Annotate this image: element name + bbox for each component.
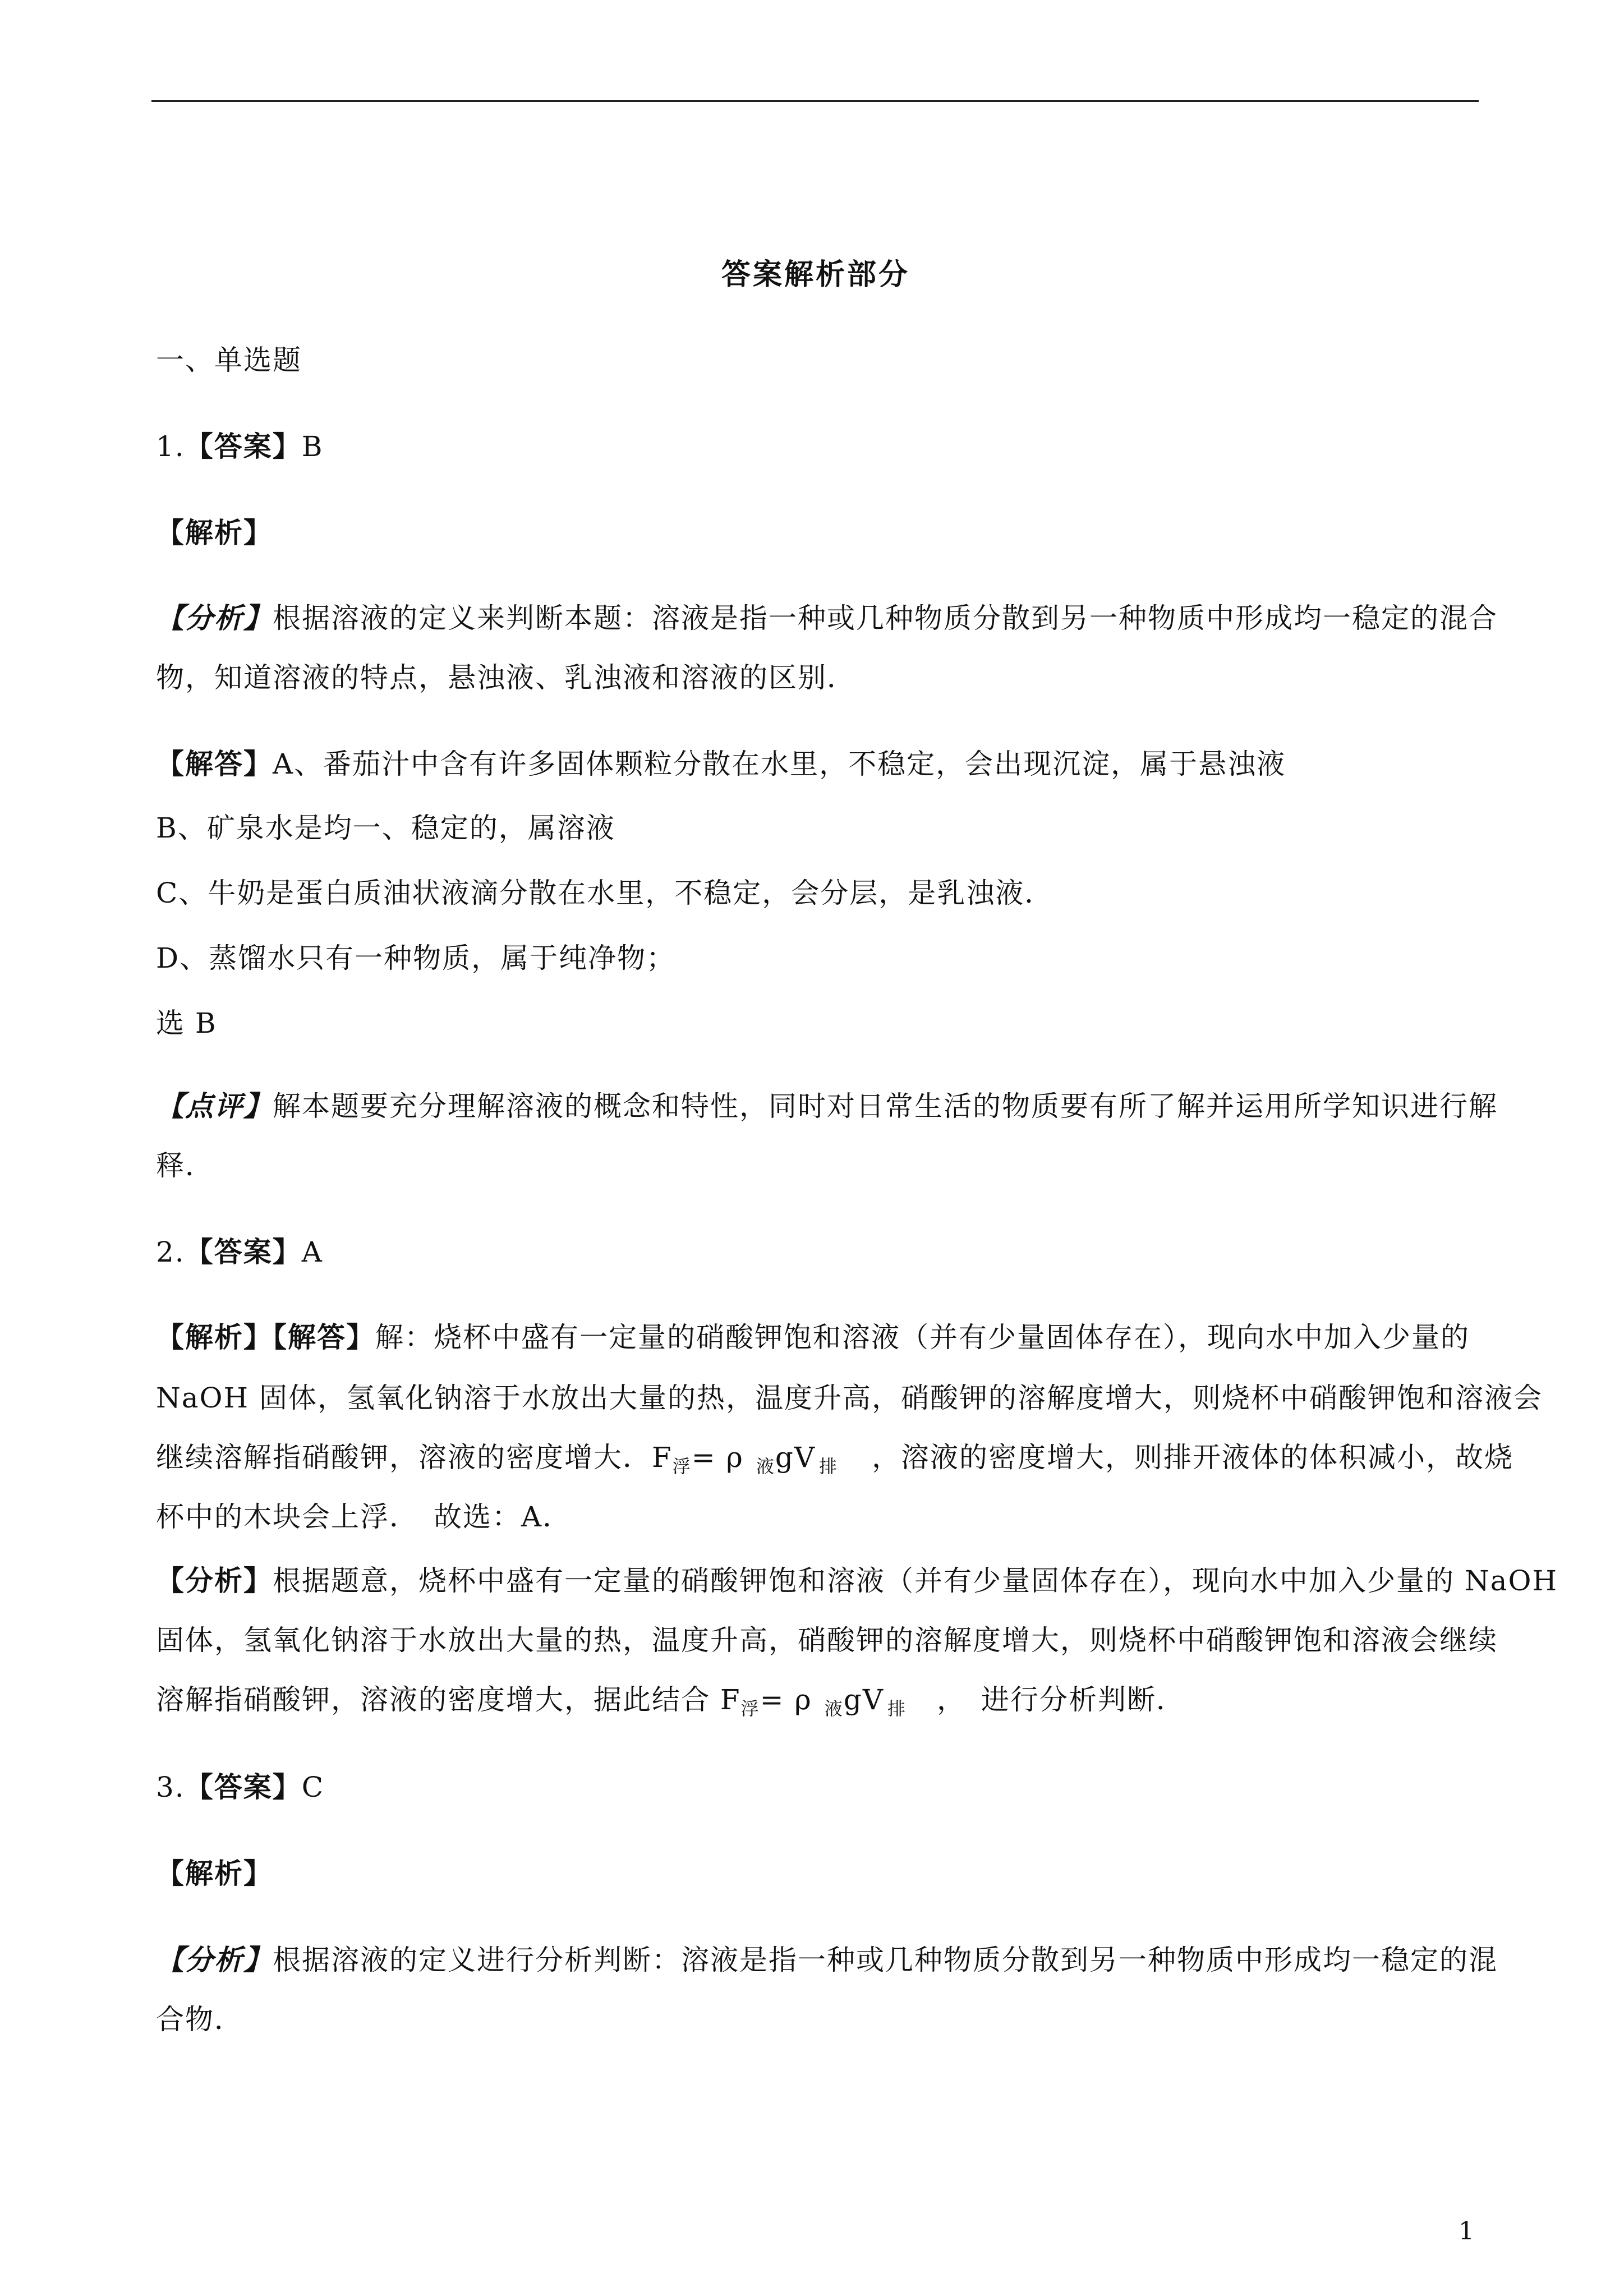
q1-dianping-label: 【点评】 — [156, 1089, 273, 1122]
q3-answer — [156, 1769, 1475, 1805]
q1-choice: 选 B — [156, 1007, 217, 1039]
q2-number: 2. — [156, 1236, 185, 1268]
q1-answer — [156, 429, 1475, 464]
q1-jieda-a — [156, 746, 1475, 782]
q2-fenxi-after: ， 进行分析判断． — [936, 1683, 1185, 1716]
q1-jieda-d: D、蒸馏水只有一种物质，属于纯净物； — [156, 942, 676, 974]
q1-jieda-label: 【解答】 — [156, 747, 273, 780]
q2-formula-sub-fu: 浮 — [672, 1456, 692, 1477]
q2-fenxi-sub-fu: 浮 — [740, 1698, 760, 1719]
q1-fenxi-line1 — [156, 600, 1498, 636]
q2-analysis-label: 【解析】 — [156, 1320, 273, 1354]
q1-dianping-text1: 解本题要充分理解溶液的概念和特性，同时对日常生活的物质要有所了解并运用所学知识进行解 — [273, 1090, 1498, 1122]
q2-line4: 杯中的木块会上浮． 故选：A． — [156, 1501, 572, 1533]
q1-fenxi-text1: 根据溶液的定义来判断本题：溶液是指一种或几种物质分散到另一种物质中形成均一稳定的混合 — [273, 602, 1498, 634]
q2-line3 — [156, 1439, 1514, 1484]
q3-fenxi-line2: 合物． — [156, 2003, 243, 2036]
q2-fenxi-formula-mid: = ρ — [760, 1683, 812, 1716]
q1-fenxi-line2: 物，知道溶液的特点，悬浊液、乳浊液和溶液的区别． — [156, 661, 856, 694]
q2-fenxi-formula-g: gV — [843, 1683, 884, 1716]
q3-answer-value: C — [301, 1771, 324, 1803]
q2-answer — [156, 1234, 1475, 1270]
header-rule — [151, 100, 1479, 102]
q1-analysis-heading: 【解析】 — [156, 516, 273, 549]
q2-line3-text: 继续溶解指硝酸钾，溶液的密度增大．F — [156, 1441, 673, 1474]
q2-fenxi-line2: 固体，氢氧化钠溶于水放出大量的热，温度升高，硝酸钾的溶解度增大，则烧杯中硝酸钾饱和溶液会继续 — [156, 1624, 1498, 1657]
page-number: 1 — [1459, 2217, 1474, 2246]
q2-fenxi-text3: 溶解指硝酸钾，溶液的密度增大，据此结合 F — [156, 1683, 741, 1716]
q2-line1 — [156, 1319, 1475, 1355]
q2-jieda-label: 【解答】 — [273, 1320, 375, 1354]
q1-jieda-b: B、矿泉水是均一、稳定的，属溶液 — [156, 812, 615, 844]
q3-fenxi-label: 【分析】 — [156, 1943, 273, 1976]
q2-fenxi-sub-pai: 排 — [887, 1698, 907, 1719]
q2-formula-sub-ye: 液 — [756, 1456, 775, 1477]
q1-jieda-c: C、牛奶是蛋白质油状液滴分散在水里，不稳定，会分层，是乳浊液． — [156, 877, 1054, 909]
q1-answer-value: B — [301, 430, 324, 463]
q2-line3-after: ，溶液的密度增大，则排开液体的体积减小，故烧 — [872, 1441, 1514, 1474]
q2-fenxi-sub-ye: 液 — [824, 1698, 844, 1719]
q3-answer-label: 【答案】 — [185, 1770, 302, 1803]
q2-formula-mid: = ρ — [691, 1441, 744, 1474]
q1-jieda-a-text: A、番茄汁中含有许多固体颗粒分散在水里，不稳定，会出现沉淀，属于悬浊液 — [273, 748, 1286, 780]
q1-fenxi-label: 【分析】 — [156, 601, 273, 634]
page-title: 答案解析部分 — [721, 257, 910, 292]
q2-line2: NaOH 固体，氢氧化钠溶于水放出大量的热，温度升高，硝酸钾的溶解度增大，则烧杯中硝酸钾饱和溶液会 — [156, 1382, 1543, 1414]
q1-number: 1. — [156, 430, 185, 463]
q2-fenxi-line3 — [156, 1682, 1475, 1727]
q2-fenxi-label: 【分析】 — [156, 1564, 273, 1597]
q2-line1-text: 解：烧杯中盛有一定量的硝酸钾饱和溶液（并有少量固体存在），现向水中加入少量的 — [375, 1321, 1470, 1354]
q3-fenxi-line1 — [156, 1942, 1498, 1978]
q3-number: 3. — [156, 1771, 185, 1803]
q2-answer-value: A — [301, 1236, 323, 1268]
q3-fenxi-text1: 根据溶液的定义进行分析判断：溶液是指一种或几种物质分散到另一种物质中形成均一稳定的混 — [273, 1944, 1498, 1976]
q1-answer-label: 【答案】 — [185, 430, 302, 463]
q2-fenxi-line1 — [156, 1563, 1558, 1599]
q1-dianping-line1 — [156, 1088, 1498, 1124]
q2-answer-label: 【答案】 — [185, 1235, 302, 1268]
q2-formula-sub-pai: 排 — [819, 1456, 839, 1477]
section-heading: 一、单选题 — [156, 344, 302, 376]
q2-formula-g: gV — [775, 1441, 816, 1474]
q1-dianping-line2: 释． — [156, 1149, 214, 1182]
q3-analysis-heading: 【解析】 — [156, 1857, 273, 1890]
q2-fenxi-text1: 根据题意，烧杯中盛有一定量的硝酸钾饱和溶液（并有少量固体存在），现向水中加入少量的 NaOH — [273, 1565, 1558, 1597]
